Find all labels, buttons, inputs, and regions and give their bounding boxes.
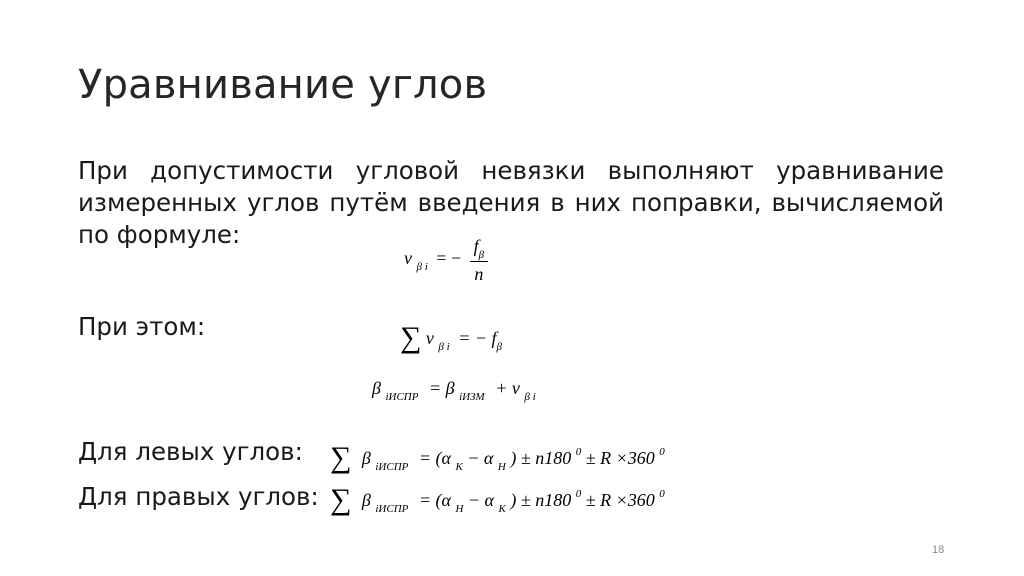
formula-fraction: $\frac{f_\beta}{n}$ [470,234,489,286]
formula-right-angles: ∑ β $_{iИСПР}$ = (α $_Н$ − α $_К$ ) ± n180 $^0$ ± R ×360 $^0$ [330,483,665,516]
intro-paragraph: При допустимости угловой невязки выполняют уравнивание измеренных углов путём введения в них поправки, вычисляемой по формуле: [78,156,944,249]
formula-corrected-angle: β $_{iИСПР}$ = β $_{iИЗМ}$ + v $_{\beta i}$ [372,378,536,403]
formula-sum-corrections: ∑ v $_{\beta i}$ = − $f_\beta$ [400,321,502,354]
label-right-angles: Для правых углов: [78,482,319,511]
label-left-angles: Для левых углов: [78,437,303,466]
label-meanwhile: При этом: [78,312,206,341]
formula-correction: v $_{\beta i}$ = − $\frac{f_\beta}{n}$ [404,234,488,286]
formula-left-angles: ∑ β $_{iИСПР}$ = (α $_К$ − α $_Н$ ) ± n180 $^0$ ± R ×360 $^0$ [330,441,665,474]
slide-title: Уравнивание углов [78,62,488,108]
page-number: 18 [932,544,945,556]
